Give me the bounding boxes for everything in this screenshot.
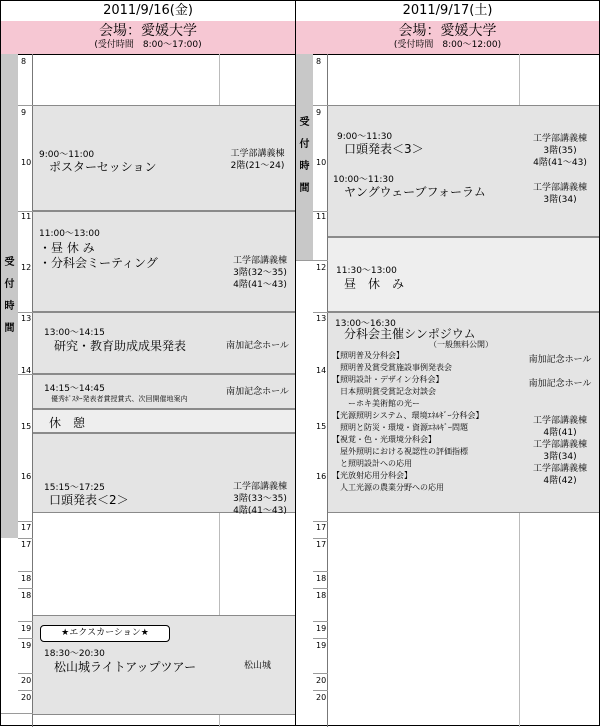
reception-char: 間 bbox=[299, 183, 310, 194]
poster-title: ポスターセッション bbox=[49, 160, 157, 174]
symposium-room-5 bbox=[520, 463, 600, 487]
hour-line bbox=[313, 690, 328, 691]
hour-label-19: 19 bbox=[316, 641, 327, 650]
hour-line bbox=[313, 521, 328, 522]
hour-label-15: 15 bbox=[21, 422, 32, 431]
day1-venue: 会場：愛媛大学 bbox=[99, 23, 197, 39]
day2-reception-hours: (受付時間 8:00〜12:00) bbox=[393, 40, 502, 50]
hour-label-18: 18 bbox=[316, 574, 327, 583]
hour-label-9: 9 bbox=[316, 108, 322, 117]
young-time: 10:00〜11:30 bbox=[333, 175, 394, 185]
hour-label-11: 11 bbox=[316, 212, 327, 221]
hour-label-15: 15 bbox=[316, 422, 327, 431]
room-line: 4階(41〜43) bbox=[533, 158, 587, 168]
hour-line bbox=[18, 638, 33, 639]
hour-label-18: 18 bbox=[21, 591, 32, 600]
hour-label-20: 20 bbox=[21, 676, 32, 685]
room-line: 4階(41〜43) bbox=[233, 280, 287, 290]
symposium-title: 分科会主催シンポジウム bbox=[344, 327, 476, 341]
room-line: 3階(34) bbox=[543, 452, 577, 462]
hour-label-13: 13 bbox=[316, 314, 327, 323]
room-line: 工学部講義棟 bbox=[232, 256, 287, 266]
hour-label-16: 16 bbox=[316, 472, 327, 481]
symposium-room-1: 南加記念ホール bbox=[528, 355, 592, 365]
hour-label-17: 17 bbox=[21, 540, 32, 549]
hour-label-17: 17 bbox=[316, 523, 327, 532]
symposium-line: 【光源照明システム、環境ｴﾈﾙｷﾞｰ分科会】 bbox=[332, 411, 484, 420]
oral2-time: 15:15〜17:25 bbox=[44, 483, 105, 493]
reception-char: 間 bbox=[4, 323, 15, 334]
room-line: 工学部講義棟 bbox=[532, 440, 587, 450]
hour-line bbox=[313, 571, 328, 572]
hour-label-14: 14 bbox=[21, 366, 32, 375]
symposium-line: 照明と防災・環境・資源ｴﾈﾙｷﾞｰ問題 bbox=[332, 423, 468, 432]
hour-line bbox=[18, 538, 33, 539]
symposium-room-3 bbox=[520, 415, 600, 439]
hour-label-9: 9 bbox=[21, 108, 27, 117]
oral3-title: 口頭発表＜3＞ bbox=[344, 142, 424, 156]
hour-line bbox=[313, 638, 328, 639]
oral2-room bbox=[220, 481, 300, 517]
grant-title: 研究・教育助成成果発表 bbox=[54, 339, 187, 353]
hour-line bbox=[18, 105, 33, 106]
hour-label-18: 18 bbox=[316, 591, 327, 600]
grant-time: 13:00〜14:15 bbox=[44, 328, 105, 338]
symposium-line: 【光放射応用分科会】 bbox=[332, 471, 412, 480]
hour-line bbox=[313, 105, 328, 106]
reception-char: 受 bbox=[4, 257, 15, 268]
reception-char: 受 bbox=[299, 117, 310, 128]
excursion-badge: ★エクスカーション★ bbox=[40, 625, 170, 642]
oral3-time: 9:00〜11:30 bbox=[337, 132, 393, 142]
reception-char: 付 bbox=[4, 279, 15, 290]
day1-reception-hours: (受付時間 8:00〜17:00) bbox=[94, 40, 202, 50]
day1-column bbox=[0, 0, 296, 726]
poster-time: 9:00〜11:00 bbox=[39, 150, 95, 160]
symposium-line: 【視覚・色・光環境分科会】 bbox=[332, 435, 436, 444]
hour-label-17: 17 bbox=[316, 540, 327, 549]
lunch-room bbox=[220, 255, 300, 291]
symposium-line: 【照明設計・デザイン分科会】 bbox=[332, 375, 444, 384]
hour-label-12: 12 bbox=[21, 263, 32, 272]
excursion-room: 松山城 bbox=[243, 661, 271, 671]
room-line: 工学部講義棟 bbox=[230, 149, 285, 159]
symposium-line: 日本照明賞受賞記念対談会 bbox=[332, 387, 436, 396]
hour-label-14: 14 bbox=[316, 366, 327, 375]
poster-room bbox=[220, 148, 295, 172]
room-line: 3階(35) bbox=[543, 146, 577, 156]
reception-char: 時 bbox=[299, 161, 310, 172]
room-line: 工学部講義棟 bbox=[532, 134, 587, 144]
hour-label-20: 20 bbox=[21, 693, 32, 702]
room-line: 3階(34) bbox=[543, 195, 577, 205]
room-line: 工学部講義棟 bbox=[532, 464, 587, 474]
break-title: 休 憩 bbox=[49, 416, 86, 430]
symposium-room-2: 南加記念ホール bbox=[528, 379, 592, 389]
hour-label-19: 19 bbox=[21, 624, 32, 633]
young-room bbox=[520, 182, 600, 206]
hour-line bbox=[313, 673, 328, 674]
room-line: 工学部講義棟 bbox=[232, 482, 287, 492]
symposium-line: 人工光源の農業分野への応用 bbox=[332, 483, 444, 492]
hour-label-18: 18 bbox=[21, 574, 32, 583]
reception-char: 時 bbox=[4, 301, 15, 312]
hour-line bbox=[313, 538, 328, 539]
award-time: 14:15〜14:45 bbox=[44, 384, 105, 394]
hour-label-19: 19 bbox=[21, 641, 32, 650]
hour-line bbox=[18, 621, 33, 622]
hour-label-10: 10 bbox=[316, 158, 327, 167]
hour-label-8: 8 bbox=[21, 57, 27, 66]
day2-venue-header bbox=[296, 21, 599, 55]
symposium-program bbox=[332, 350, 483, 494]
grant-room: 南加記念ホール bbox=[226, 341, 289, 351]
symposium-note: （一般無料公開） bbox=[429, 340, 493, 349]
room-line: 3階(33〜35) bbox=[233, 494, 287, 504]
hour-line bbox=[18, 312, 33, 313]
hour-line bbox=[313, 312, 328, 313]
day2-reception-bar bbox=[296, 54, 313, 260]
room-line: 4階(41) bbox=[543, 428, 577, 438]
room-line: 3階(32〜35) bbox=[233, 268, 287, 278]
hour-line bbox=[18, 690, 33, 691]
lunch-time: 11:00〜13:00 bbox=[39, 229, 100, 239]
hour-line bbox=[313, 621, 328, 622]
room-line: 工学部講義棟 bbox=[532, 416, 587, 426]
symposium-time: 13:00〜16:30 bbox=[335, 319, 396, 329]
young-title: ヤングウェーブフォーラム bbox=[344, 185, 486, 199]
award-title: 優秀ﾎﾟｽﾀｰ発表者賞授賞式、次回開催地案内 bbox=[51, 395, 188, 403]
day1-venue-header bbox=[1, 21, 295, 55]
hour-label-11: 11 bbox=[21, 212, 32, 221]
room-line: 2階(21〜24) bbox=[230, 161, 285, 171]
hour-label-16: 16 bbox=[21, 472, 32, 481]
hour-line bbox=[18, 588, 33, 589]
hour-label-13: 13 bbox=[21, 314, 32, 323]
hour-line bbox=[313, 588, 328, 589]
hour-label-8: 8 bbox=[316, 57, 322, 66]
lunch-line1: ・昼 休 み bbox=[39, 241, 95, 255]
symposium-line: 照明普及賞受賞施設事例発表会 bbox=[332, 363, 452, 372]
symposium-line: 屋外照明における視認性の評価指標 bbox=[332, 447, 468, 456]
award-room: 南加記念ホール bbox=[226, 387, 289, 397]
reception-char: 付 bbox=[299, 139, 310, 150]
excursion-time: 18:30〜20:30 bbox=[44, 649, 105, 659]
oral3-block bbox=[328, 105, 599, 237]
oral3-room bbox=[520, 133, 600, 169]
symposium-line: ーホキ美術館の光ー bbox=[332, 399, 420, 408]
hour-label-12: 12 bbox=[316, 263, 327, 272]
hour-line bbox=[296, 260, 328, 261]
day1-reception-bar bbox=[1, 54, 18, 538]
oral2-title: 口頭発表＜2＞ bbox=[49, 493, 129, 507]
excursion-title: 松山城ライトアップツアー bbox=[54, 660, 197, 674]
symposium-room-4 bbox=[520, 439, 600, 463]
room-line: 4階(41〜43) bbox=[233, 506, 287, 516]
day2-date: 2011/9/17(土) bbox=[296, 1, 599, 22]
hour-label-17: 17 bbox=[21, 523, 32, 532]
room-line: 4階(42) bbox=[543, 476, 577, 486]
hour-label-19: 19 bbox=[316, 624, 327, 633]
lunch-title: 昼 休 み bbox=[344, 277, 405, 291]
hour-line bbox=[1, 713, 33, 714]
lunch-line2: ・分科会ミーティング bbox=[39, 256, 158, 270]
symposium-line: と照明設計への応用 bbox=[332, 459, 412, 468]
room-line: 工学部講義棟 bbox=[532, 183, 587, 193]
hour-label-20: 20 bbox=[316, 693, 327, 702]
day2-venue: 会場：愛媛大学 bbox=[398, 23, 497, 39]
hour-label-10: 10 bbox=[21, 158, 32, 167]
lunch-time: 11:30〜13:00 bbox=[336, 266, 397, 276]
day2-column bbox=[295, 0, 600, 726]
hour-line bbox=[18, 571, 33, 572]
day1-date: 2011/9/16(金) bbox=[1, 1, 295, 22]
hour-line bbox=[18, 673, 33, 674]
hour-line bbox=[18, 521, 33, 522]
hour-label-20: 20 bbox=[316, 676, 327, 685]
symposium-line: 【照明普及分科会】 bbox=[332, 351, 404, 360]
